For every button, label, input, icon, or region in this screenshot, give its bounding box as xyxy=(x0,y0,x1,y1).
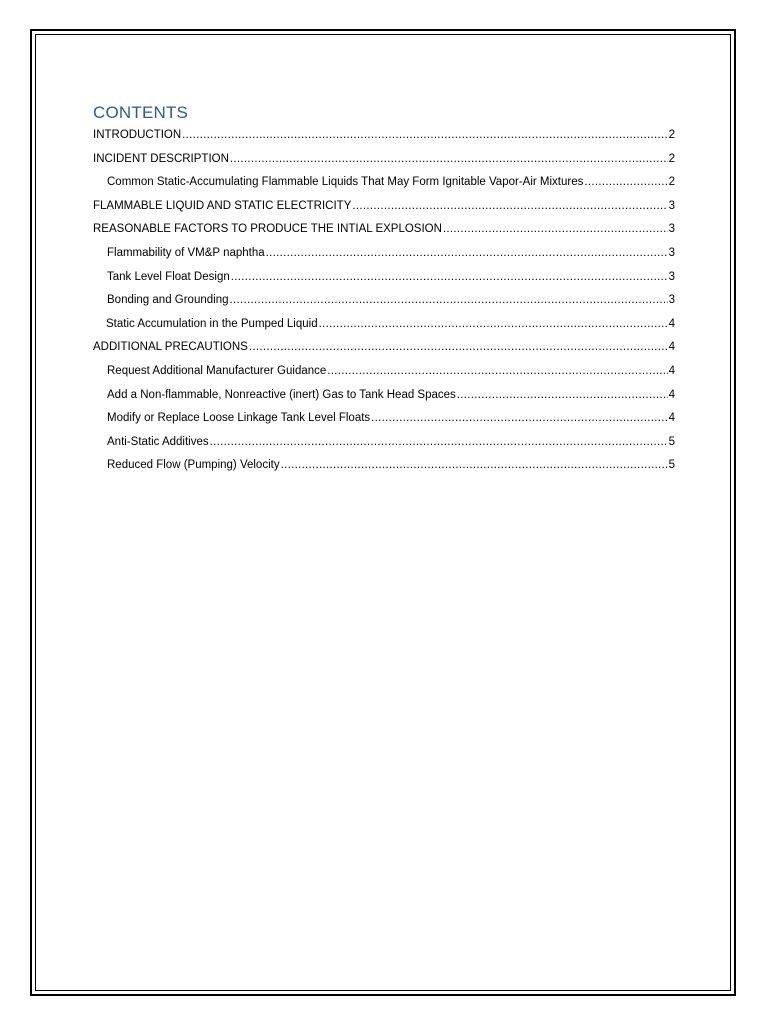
toc-dot-leader xyxy=(457,387,668,403)
toc-entry-anti-static-additives[interactable] xyxy=(93,434,675,458)
toc-dot-leader xyxy=(327,363,667,379)
toc-entry-title: Add a Non-flammable, Nonreactive (inert) Gas to Tank Head Spaces xyxy=(107,388,456,401)
toc-entry-title: Bonding and Grounding xyxy=(107,294,229,307)
toc-entry-reduced-flow[interactable] xyxy=(93,457,675,481)
toc-entry-page: 3 xyxy=(668,246,675,259)
toc-entry-title: Modify or Replace Loose Linkage Tank Level Floats xyxy=(107,412,371,425)
toc-entry-title: INCIDENT DESCRIPTION xyxy=(93,152,229,165)
toc-entry-title: Tank Level Float Design xyxy=(107,270,230,283)
toc-entry-title: Flammability of VM&P naphtha xyxy=(107,246,265,259)
toc-entry-title: REASONABLE FACTORS TO PRODUCE THE INTIAL EXPLOSION xyxy=(93,223,442,236)
toc-entry-loose-linkage-floats[interactable] xyxy=(93,410,675,434)
toc-list xyxy=(93,127,675,481)
toc-dot-leader xyxy=(584,174,667,190)
toc-entry-page: 4 xyxy=(668,317,675,330)
toc-entry-page: 3 xyxy=(668,223,675,236)
toc-entry-title: Anti-Static Additives xyxy=(107,435,209,448)
toc-entry-page: 4 xyxy=(668,388,675,401)
toc-entry-page: 2 xyxy=(668,129,675,141)
toc-dot-leader xyxy=(230,292,668,308)
toc-dot-leader xyxy=(230,151,668,167)
toc-entry-page: 4 xyxy=(668,364,675,377)
toc-dot-leader xyxy=(443,221,668,237)
toc-entry-title: INTRODUCTION xyxy=(93,129,182,141)
toc-heading: CONTENTS xyxy=(93,103,189,122)
toc-entry-page: 3 xyxy=(668,199,675,212)
toc-entry-title: Static Accumulation in the Pumped Liquid xyxy=(106,317,318,330)
toc-entry-incident-description[interactable] xyxy=(93,151,675,175)
toc-dot-leader xyxy=(210,434,668,450)
toc-dot-leader xyxy=(231,269,668,285)
toc-dot-leader xyxy=(281,457,668,473)
toc-dot-leader xyxy=(371,410,667,426)
toc-dot-leader xyxy=(182,127,667,143)
toc-dot-leader xyxy=(266,245,668,261)
toc-dot-leader xyxy=(319,316,668,332)
toc-entry-title: ADDITIONAL PRECAUTIONS xyxy=(93,341,248,354)
toc-entry-flammability-naphtha[interactable] xyxy=(93,245,675,269)
toc-entry-introduction[interactable] xyxy=(93,127,675,151)
toc-entry-common-static-liquids[interactable] xyxy=(93,174,675,198)
toc-entry-page: 2 xyxy=(668,152,675,165)
toc-entry-title: Reduced Flow (Pumping) Velocity xyxy=(107,459,280,472)
toc-entry-additional-precautions[interactable] xyxy=(93,339,675,363)
toc-entry-page: 5 xyxy=(668,459,675,472)
toc-entry-page: 3 xyxy=(668,294,675,307)
toc-entry-flammable-liquid-static[interactable] xyxy=(93,198,675,222)
toc-entry-title: Request Additional Manufacturer Guidance xyxy=(107,364,327,377)
toc-entry-static-accumulation[interactable] xyxy=(93,316,675,340)
toc-dot-leader xyxy=(249,339,668,355)
toc-entry-manufacturer-guidance[interactable] xyxy=(93,363,675,387)
toc-entry-reasonable-factors[interactable] xyxy=(93,221,675,245)
toc-entry-title: FLAMMABLE LIQUID AND STATIC ELECTRICITY xyxy=(93,199,352,212)
toc-entry-bonding-grounding[interactable] xyxy=(93,292,675,316)
toc-entry-title: Common Static-Accumulating Flammable Liquids That May Form Ignitable Vapor-Air Mixtures xyxy=(107,176,584,189)
toc-dot-leader xyxy=(352,198,667,214)
toc-entry-page: 5 xyxy=(668,435,675,448)
toc-entry-page: 4 xyxy=(668,341,675,354)
toc-entry-inert-gas[interactable] xyxy=(93,387,675,411)
toc-entry-page: 3 xyxy=(668,270,675,283)
toc-entry-page: 4 xyxy=(668,412,675,425)
toc-entry-page: 2 xyxy=(668,176,675,189)
toc-entry-tank-level-float[interactable] xyxy=(93,269,675,293)
